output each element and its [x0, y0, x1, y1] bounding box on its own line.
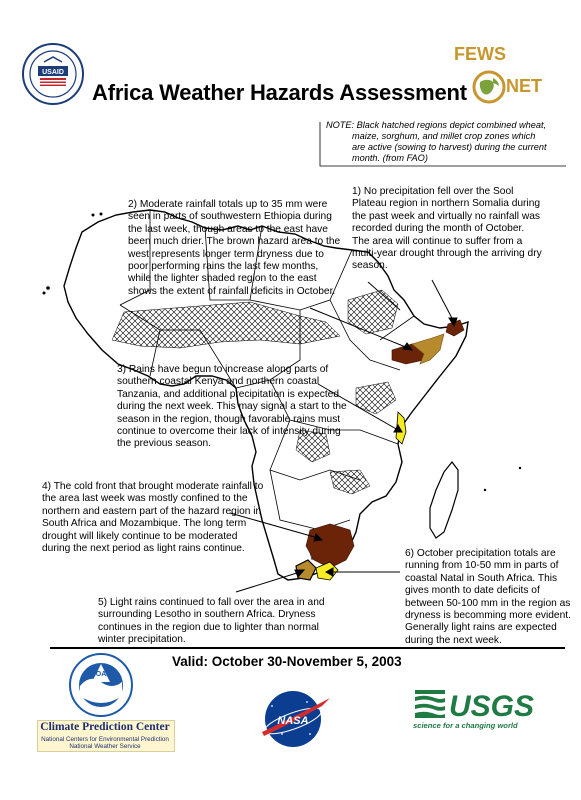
- cpc-sub-line-1: National Centers for Environmental Prediction: [41, 736, 169, 743]
- note-line-4: month. (from FAO): [352, 153, 428, 163]
- fews-logo-word: FEWS: [454, 44, 506, 64]
- note-line-3: are active (sowing to harvest) during the current: [352, 142, 547, 152]
- cpc-title: Climate Prediction Center: [40, 721, 170, 733]
- note-line-2: maize, sorghum, and millet crop zones which: [352, 131, 536, 141]
- cpc-subtitle: [37, 736, 173, 750]
- annotation-4-cold-front: 4) The cold front that brought moderate rainfall to the area last week was mostly confined to the northern and eastern part of the hazard region in South Africa and Mozambique. The long term drought will likely continue to be moderated during the next period as light rains continue.: [42, 481, 264, 555]
- note-line-1: NOTE: Black hatched regions depict combined wheat,: [326, 120, 547, 130]
- madagascar-outline: [430, 462, 458, 538]
- noaa-logo: [68, 652, 134, 718]
- annotation-3-kenya-tanzania: 3) Rains have begun to increase along parts of southern coastal Kenya and northern coastal Tanzania, and additional precipitation is expected during the next week. This may signal a start to the season in the region, though favorable rains must continue to overcome their lack of intensity during the previous season.: [117, 364, 347, 450]
- annotation-1-somalia: 1) No precipitation fell over the Sool Plateau region in northern Somalia during the past week and virtually no rainfall was recorded during the month of October. The area will continue to suffer from a multi-year drought through the arriving dry season.: [352, 186, 542, 272]
- annotation-6-natal: 6) October precipitation totals are running from 10-50 mm in parts of coastal Natal in South Africa. This gives month to date deficits of between 50-100 mm in the region as dryness is becomming more evident. Generally light rains are expected during the next week.: [405, 548, 571, 646]
- annotation-2-ethiopia: 2) Moderate rainfall totals up to 35 mm were seen in parts of southwestern Ethiopia during the last week, though areas to the east have been much drier. The brown hazard area to the west represents longer term dryness due to poor performing rains the last few months, while the lighter shaded region to the east shows the extent of rainfall deficits in October.: [128, 199, 341, 297]
- usgs-logo: [413, 686, 543, 720]
- cpc-sub-line-2: National Weather Service: [69, 743, 141, 750]
- page-title: Africa Weather Hazards Assessment: [92, 80, 467, 105]
- usgs-tagline: science for a changing world: [413, 721, 518, 730]
- net-logo-word: NET: [506, 76, 542, 96]
- usaid-text: USAID: [42, 69, 64, 76]
- footer-divider: [50, 647, 565, 649]
- noaa-text: NOAA: [90, 671, 112, 678]
- usgs-text: USGS: [449, 690, 535, 720]
- nasa-logo: [252, 684, 334, 754]
- valid-date: Valid: October 30-November 5, 2003: [172, 654, 402, 669]
- annotation-5-lesotho: 5) Light rains continued to fall over the area in and surrounding Lesotho in southern Africa. Dryness continues in the region due to lighter than normal winter precipitation.: [98, 597, 325, 646]
- nasa-text: NASA: [277, 715, 309, 727]
